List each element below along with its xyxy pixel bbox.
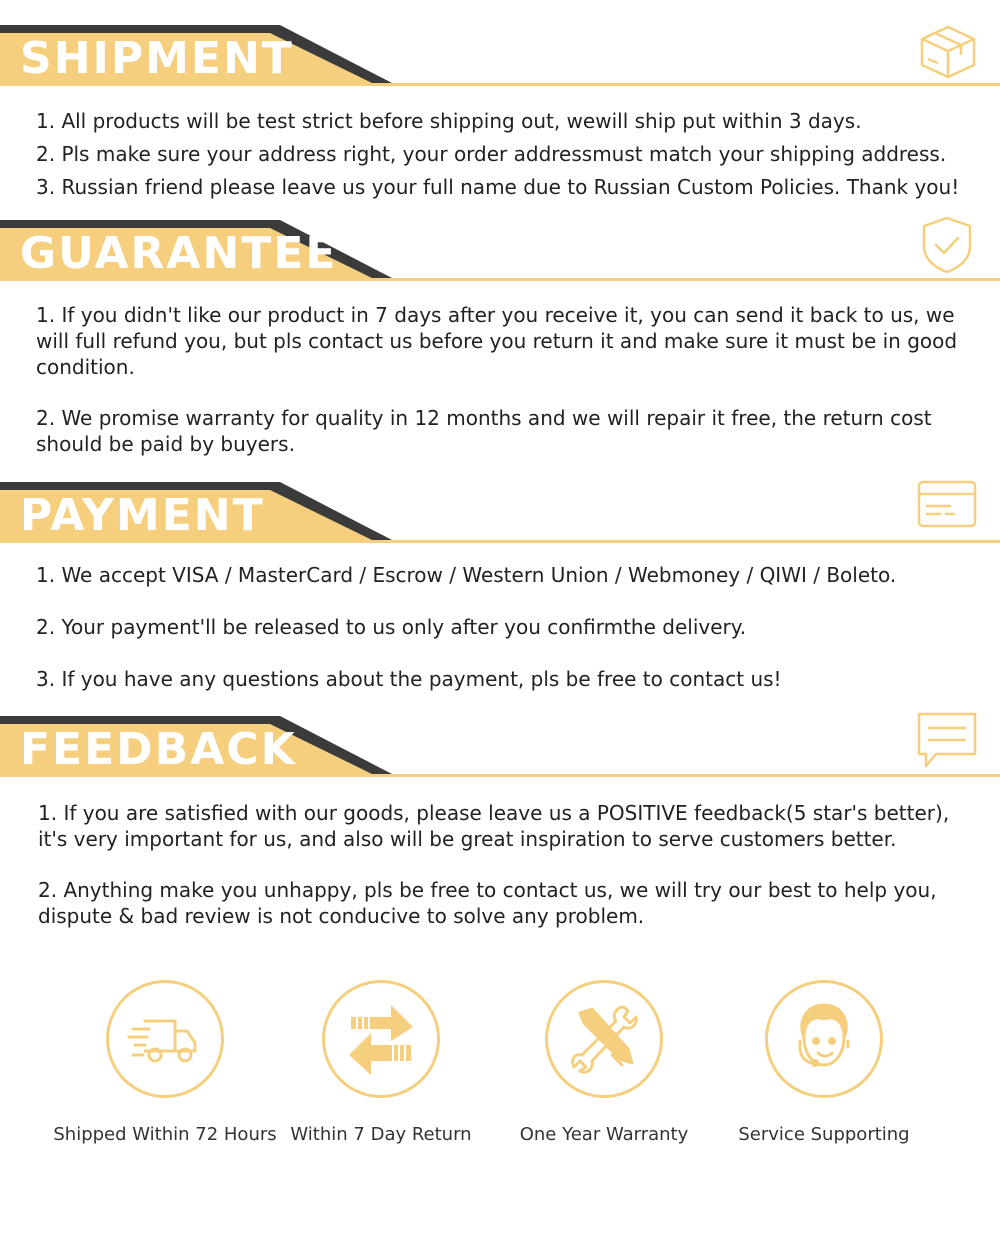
feature-circle	[765, 980, 883, 1098]
feature-label: Within 7 Day Return	[290, 1124, 472, 1145]
delivery-truck-icon	[123, 997, 207, 1081]
payment-item: 3. If you have any questions about the payment, pls be free to contact us!	[36, 667, 782, 691]
feature-shipping	[45, 980, 285, 1145]
customer-service-icon	[782, 997, 866, 1081]
guarantee-body	[36, 302, 966, 457]
guarantee-title: GUARANTEE	[20, 228, 338, 279]
shipment-item: 1. All products will be test strict before shipping out, wewill ship put within 3 days.	[36, 109, 862, 133]
shield-check-icon	[916, 214, 978, 276]
feature-circle	[106, 980, 224, 1098]
feature-warranty	[484, 980, 724, 1145]
feedback-banner	[0, 716, 1000, 776]
shipment-banner	[0, 25, 1000, 85]
return-arrows-icon	[339, 997, 423, 1081]
payment-item: 2. Your payment'll be released to us only after you confirmthe delivery.	[36, 615, 747, 639]
feature-label: One Year Warranty	[519, 1124, 689, 1145]
feedback-title: FEEDBACK	[20, 724, 297, 775]
payment-item: 1. We accept VISA / MasterCard / Escrow / Western Union / Webmoney / QIWI / Boleto.	[36, 563, 897, 587]
shipment-title: SHIPMENT	[20, 33, 294, 84]
feature-service	[704, 980, 944, 1145]
shipment-item: 3. Russian friend please leave us your full name due to Russian Custom Policies. Thank you!	[36, 175, 960, 199]
feedback-item: 1. If you are satisfied with our goods, please leave us a POSITIVE feedback(5 star's better), it's very important for us, and also will be great inspiration to serve customers better.	[38, 801, 950, 851]
feature-label: Shipped Within 72 Hours	[53, 1124, 277, 1145]
tools-icon	[562, 997, 646, 1081]
shipment-body	[36, 105, 966, 204]
feedback-item: 2. Anything make you unhappy, pls be free to contact us, we will try our best to help you, dispute & bad review is not conducive to solve any problem.	[38, 878, 937, 928]
box-icon	[916, 19, 978, 81]
guarantee-item: 2. We promise warranty for quality in 12 months and we will repair it free, the return cost should be paid by buyers.	[36, 406, 932, 456]
credit-card-icon	[916, 476, 978, 538]
payment-banner	[0, 482, 1000, 542]
feature-label: Service Supporting	[738, 1124, 910, 1145]
feedback-body	[38, 800, 968, 929]
feature-return	[261, 980, 501, 1145]
feature-circle	[545, 980, 663, 1098]
feature-circle	[322, 980, 440, 1098]
guarantee-item: 1. If you didn't like our product in 7 days after you receive it, you can send it back to us, we will full refund you, but pls contact us before you return it and make sure it must be in good condition.	[36, 303, 958, 379]
guarantee-banner	[0, 220, 1000, 280]
payment-body	[36, 562, 966, 692]
payment-title: PAYMENT	[20, 490, 265, 541]
chat-bubble-icon	[916, 710, 978, 772]
shipment-item: 2. Pls make sure your address right, your order addressmust match your shipping address.	[36, 142, 947, 166]
